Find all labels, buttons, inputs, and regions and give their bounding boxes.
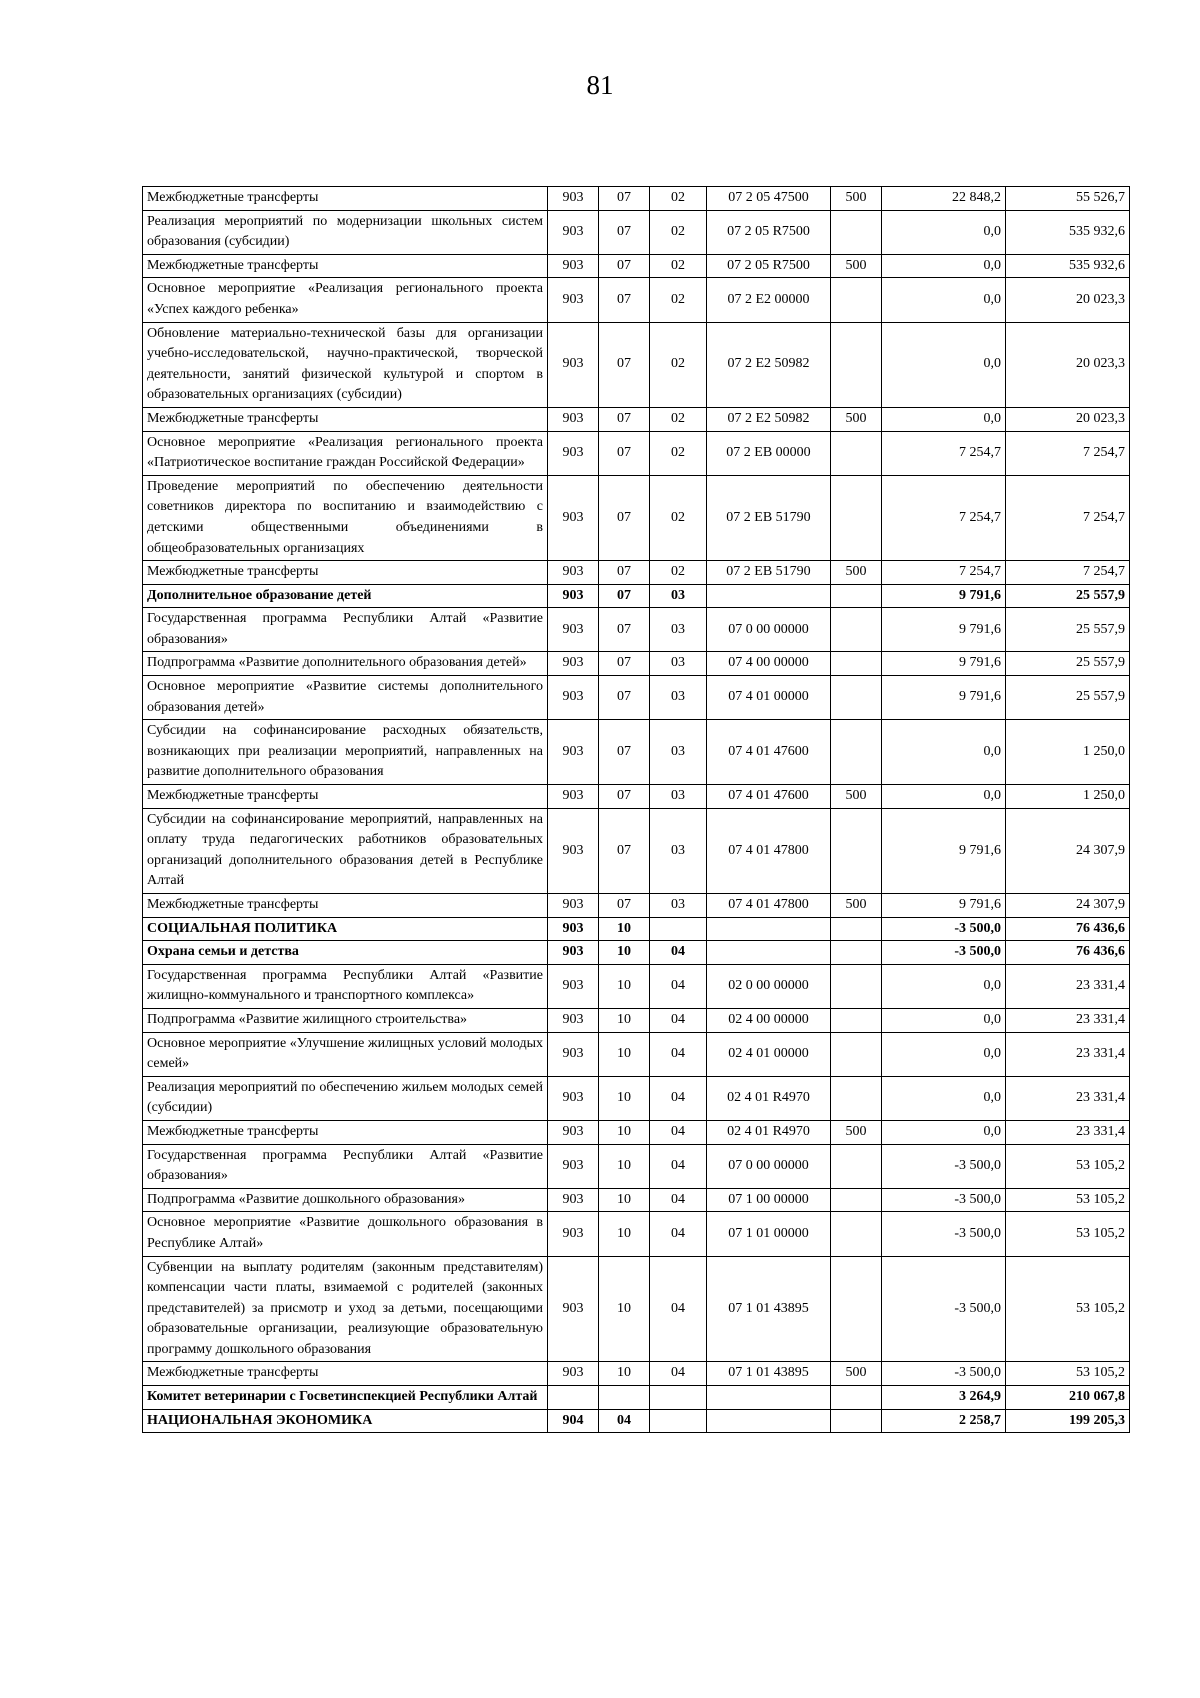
row-admin-code: 903 bbox=[548, 1212, 599, 1256]
row-expense-type bbox=[831, 584, 882, 608]
row-target-article: 07 4 01 47600 bbox=[707, 785, 831, 809]
row-name: Субсидии на софинансирование мероприятий, направленных на оплату труда педагогических работников образовательных организаций дополнительного образования детей в Республике Алтай bbox=[143, 808, 548, 893]
row-target-article: 02 4 01 R4970 bbox=[707, 1076, 831, 1120]
row-admin-code: 903 bbox=[548, 941, 599, 965]
row-amount-1: 7 254,7 bbox=[882, 475, 1006, 560]
row-amount-2: 53 105,2 bbox=[1006, 1256, 1130, 1362]
row-section: 07 bbox=[599, 808, 650, 893]
row-admin-code: 904 bbox=[548, 1409, 599, 1433]
row-name: Подпрограмма «Развитие жилищного строительства» bbox=[143, 1008, 548, 1032]
row-amount-2: 76 436,6 bbox=[1006, 941, 1130, 965]
row-name: Субвенции на выплату родителям (законным представителям) компенсации части платы, взимаемой с родителей (законных представителей) за присмотр и уход за детьми, посещающими образовательные организации, реализующие образовательную программу дошкольного образования bbox=[143, 1256, 548, 1362]
row-admin-code: 903 bbox=[548, 407, 599, 431]
row-target-article: 07 0 00 00000 bbox=[707, 1144, 831, 1188]
row-amount-1: -3 500,0 bbox=[882, 1212, 1006, 1256]
row-target-article: 02 4 01 R4970 bbox=[707, 1120, 831, 1144]
row-section: 07 bbox=[599, 322, 650, 407]
row-subsection: 02 bbox=[650, 278, 707, 322]
row-section: 10 bbox=[599, 1144, 650, 1188]
row-section: 07 bbox=[599, 210, 650, 254]
row-subsection: 04 bbox=[650, 941, 707, 965]
row-amount-1: 0,0 bbox=[882, 1076, 1006, 1120]
table-row bbox=[143, 475, 1130, 560]
row-subsection: 03 bbox=[650, 808, 707, 893]
row-subsection: 04 bbox=[650, 1008, 707, 1032]
row-amount-2: 24 307,9 bbox=[1006, 808, 1130, 893]
table-row bbox=[143, 720, 1130, 785]
row-amount-2: 53 105,2 bbox=[1006, 1212, 1130, 1256]
row-expense-type bbox=[831, 475, 882, 560]
row-admin-code: 903 bbox=[548, 1188, 599, 1212]
row-amount-1: -3 500,0 bbox=[882, 1188, 1006, 1212]
row-admin-code: 903 bbox=[548, 917, 599, 941]
row-subsection: 04 bbox=[650, 1144, 707, 1188]
row-target-article: 07 1 00 00000 bbox=[707, 1188, 831, 1212]
row-expense-type: 500 bbox=[831, 894, 882, 918]
row-expense-type: 500 bbox=[831, 1362, 882, 1386]
row-amount-2: 25 557,9 bbox=[1006, 652, 1130, 676]
row-name: Обновление материально-технической базы для организации учебно-исследовательской, научно-практической, творческой деятельности, занятий физической культурой и спортом в образовательных организациях (субсидии) bbox=[143, 322, 548, 407]
row-target-article: 07 1 01 00000 bbox=[707, 1212, 831, 1256]
table-row bbox=[143, 1032, 1130, 1076]
table-row bbox=[143, 1409, 1130, 1433]
row-section: 10 bbox=[599, 1076, 650, 1120]
row-subsection bbox=[650, 1409, 707, 1433]
row-amount-1: 7 254,7 bbox=[882, 431, 1006, 475]
row-admin-code: 903 bbox=[548, 210, 599, 254]
table-row bbox=[143, 1120, 1130, 1144]
row-expense-type bbox=[831, 1144, 882, 1188]
row-admin-code: 903 bbox=[548, 431, 599, 475]
row-section: 10 bbox=[599, 1362, 650, 1386]
row-expense-type bbox=[831, 1409, 882, 1433]
row-target-article: 02 0 00 00000 bbox=[707, 964, 831, 1008]
row-name: Основное мероприятие «Развитие системы дополнительного образования детей» bbox=[143, 676, 548, 720]
table-row bbox=[143, 785, 1130, 809]
row-name: Основное мероприятие «Улучшение жилищных условий молодых семей» bbox=[143, 1032, 548, 1076]
table-row bbox=[143, 608, 1130, 652]
table-row bbox=[143, 407, 1130, 431]
row-amount-2: 7 254,7 bbox=[1006, 561, 1130, 585]
row-amount-1: 9 791,6 bbox=[882, 652, 1006, 676]
row-subsection: 02 bbox=[650, 475, 707, 560]
row-admin-code: 903 bbox=[548, 894, 599, 918]
row-amount-1: 0,0 bbox=[882, 1120, 1006, 1144]
row-name: Реализация мероприятий по обеспечению жильем молодых семей (субсидии) bbox=[143, 1076, 548, 1120]
row-target-article: 02 4 00 00000 bbox=[707, 1008, 831, 1032]
budget-table bbox=[142, 186, 1130, 1433]
row-amount-2: 20 023,3 bbox=[1006, 322, 1130, 407]
row-section: 10 bbox=[599, 1212, 650, 1256]
row-target-article bbox=[707, 584, 831, 608]
row-section: 10 bbox=[599, 964, 650, 1008]
table-row bbox=[143, 561, 1130, 585]
row-admin-code bbox=[548, 1386, 599, 1410]
row-admin-code: 903 bbox=[548, 322, 599, 407]
row-section: 07 bbox=[599, 652, 650, 676]
row-amount-1: 7 254,7 bbox=[882, 561, 1006, 585]
row-amount-1: 0,0 bbox=[882, 322, 1006, 407]
row-target-article: 07 2 E2 50982 bbox=[707, 407, 831, 431]
table-row bbox=[143, 964, 1130, 1008]
row-admin-code: 903 bbox=[548, 561, 599, 585]
table-row bbox=[143, 917, 1130, 941]
row-amount-1: 9 791,6 bbox=[882, 676, 1006, 720]
table-row bbox=[143, 322, 1130, 407]
row-target-article: 07 4 01 47600 bbox=[707, 720, 831, 785]
row-admin-code: 903 bbox=[548, 1076, 599, 1120]
row-name: Межбюджетные трансферты bbox=[143, 187, 548, 211]
row-expense-type bbox=[831, 720, 882, 785]
row-subsection: 04 bbox=[650, 1188, 707, 1212]
row-amount-2: 23 331,4 bbox=[1006, 1120, 1130, 1144]
row-expense-type bbox=[831, 278, 882, 322]
row-expense-type bbox=[831, 431, 882, 475]
table-row bbox=[143, 1212, 1130, 1256]
row-name: Межбюджетные трансферты bbox=[143, 785, 548, 809]
row-amount-1: 9 791,6 bbox=[882, 894, 1006, 918]
row-amount-2: 20 023,3 bbox=[1006, 278, 1130, 322]
row-section: 07 bbox=[599, 608, 650, 652]
row-amount-1: 0,0 bbox=[882, 964, 1006, 1008]
row-name: Государственная программа Республики Алтай «Развитие образования» bbox=[143, 1144, 548, 1188]
row-name: Проведение мероприятий по обеспечению деятельности советников директора по воспитанию и взаимодействию с детскими общественными объединениями в общеобразовательных организациях bbox=[143, 475, 548, 560]
row-expense-type bbox=[831, 1256, 882, 1362]
row-subsection: 04 bbox=[650, 1032, 707, 1076]
table-row bbox=[143, 1256, 1130, 1362]
row-amount-1: 2 258,7 bbox=[882, 1409, 1006, 1433]
row-admin-code: 903 bbox=[548, 187, 599, 211]
row-expense-type: 500 bbox=[831, 1120, 882, 1144]
row-amount-2: 199 205,3 bbox=[1006, 1409, 1130, 1433]
row-amount-2: 53 105,2 bbox=[1006, 1144, 1130, 1188]
row-admin-code: 903 bbox=[548, 964, 599, 1008]
row-name: Межбюджетные трансферты bbox=[143, 561, 548, 585]
table-row bbox=[143, 584, 1130, 608]
row-admin-code: 903 bbox=[548, 608, 599, 652]
row-expense-type bbox=[831, 608, 882, 652]
row-section: 10 bbox=[599, 941, 650, 965]
table-row bbox=[143, 187, 1130, 211]
row-expense-type bbox=[831, 1386, 882, 1410]
row-admin-code: 903 bbox=[548, 1120, 599, 1144]
row-name: Межбюджетные трансферты bbox=[143, 1362, 548, 1386]
row-name: Субсидии на софинансирование расходных обязательств, возникающих при реализации мероприятий, направленных на развитие дополнительного образования bbox=[143, 720, 548, 785]
row-section: 07 bbox=[599, 407, 650, 431]
row-subsection bbox=[650, 1386, 707, 1410]
row-name: Межбюджетные трансферты bbox=[143, 1120, 548, 1144]
row-admin-code: 903 bbox=[548, 1144, 599, 1188]
row-expense-type: 500 bbox=[831, 254, 882, 278]
row-expense-type: 500 bbox=[831, 561, 882, 585]
row-amount-2: 25 557,9 bbox=[1006, 584, 1130, 608]
table-row bbox=[143, 254, 1130, 278]
row-target-article bbox=[707, 1386, 831, 1410]
row-section: 07 bbox=[599, 278, 650, 322]
row-subsection: 04 bbox=[650, 1212, 707, 1256]
row-amount-2: 23 331,4 bbox=[1006, 964, 1130, 1008]
row-amount-2: 7 254,7 bbox=[1006, 475, 1130, 560]
row-target-article: 07 4 01 00000 bbox=[707, 676, 831, 720]
row-amount-1: 9 791,6 bbox=[882, 584, 1006, 608]
row-amount-2: 1 250,0 bbox=[1006, 785, 1130, 809]
row-target-article: 07 2 EB 00000 bbox=[707, 431, 831, 475]
row-section: 10 bbox=[599, 917, 650, 941]
row-amount-2: 535 932,6 bbox=[1006, 254, 1130, 278]
row-subsection: 02 bbox=[650, 322, 707, 407]
row-target-article: 02 4 01 00000 bbox=[707, 1032, 831, 1076]
row-amount-2: 1 250,0 bbox=[1006, 720, 1130, 785]
row-admin-code: 903 bbox=[548, 1008, 599, 1032]
row-section: 07 bbox=[599, 785, 650, 809]
row-target-article: 07 2 05 R7500 bbox=[707, 254, 831, 278]
row-admin-code: 903 bbox=[548, 808, 599, 893]
row-admin-code: 903 bbox=[548, 785, 599, 809]
row-amount-1: -3 500,0 bbox=[882, 1144, 1006, 1188]
row-name: Комитет ветеринарии с Госветинспекцией Республики Алтай bbox=[143, 1386, 548, 1410]
row-subsection: 04 bbox=[650, 1362, 707, 1386]
row-target-article: 07 2 EB 51790 bbox=[707, 561, 831, 585]
row-amount-1: 0,0 bbox=[882, 1008, 1006, 1032]
row-amount-1: -3 500,0 bbox=[882, 1256, 1006, 1362]
table-row bbox=[143, 1188, 1130, 1212]
row-section: 07 bbox=[599, 720, 650, 785]
row-section: 07 bbox=[599, 254, 650, 278]
row-amount-1: 3 264,9 bbox=[882, 1386, 1006, 1410]
row-expense-type bbox=[831, 1076, 882, 1120]
table-row bbox=[143, 1008, 1130, 1032]
row-target-article: 07 4 01 47800 bbox=[707, 808, 831, 893]
row-section: 07 bbox=[599, 475, 650, 560]
table-row bbox=[143, 1076, 1130, 1120]
row-amount-2: 535 932,6 bbox=[1006, 210, 1130, 254]
row-amount-2: 23 331,4 bbox=[1006, 1032, 1130, 1076]
row-subsection bbox=[650, 917, 707, 941]
row-name: Межбюджетные трансферты bbox=[143, 254, 548, 278]
row-name: Государственная программа Республики Алтай «Развитие образования» bbox=[143, 608, 548, 652]
row-amount-2: 53 105,2 bbox=[1006, 1188, 1130, 1212]
row-expense-type bbox=[831, 917, 882, 941]
row-expense-type bbox=[831, 941, 882, 965]
row-name: Государственная программа Республики Алтай «Развитие жилищно-коммунального и транспортного комплекса» bbox=[143, 964, 548, 1008]
row-amount-1: 0,0 bbox=[882, 210, 1006, 254]
row-amount-1: 9 791,6 bbox=[882, 608, 1006, 652]
row-amount-1: 0,0 bbox=[882, 254, 1006, 278]
table-row bbox=[143, 210, 1130, 254]
row-section: 07 bbox=[599, 676, 650, 720]
row-subsection: 03 bbox=[650, 652, 707, 676]
row-amount-2: 210 067,8 bbox=[1006, 1386, 1130, 1410]
row-name: Подпрограмма «Развитие дополнительного образования детей» bbox=[143, 652, 548, 676]
row-section: 07 bbox=[599, 561, 650, 585]
row-amount-1: 0,0 bbox=[882, 407, 1006, 431]
row-admin-code: 903 bbox=[548, 278, 599, 322]
row-target-article: 07 4 01 47800 bbox=[707, 894, 831, 918]
row-amount-1: 22 848,2 bbox=[882, 187, 1006, 211]
row-subsection: 04 bbox=[650, 1076, 707, 1120]
row-amount-2: 7 254,7 bbox=[1006, 431, 1130, 475]
table-row bbox=[143, 941, 1130, 965]
row-subsection: 02 bbox=[650, 431, 707, 475]
row-section: 10 bbox=[599, 1120, 650, 1144]
row-amount-1: 9 791,6 bbox=[882, 808, 1006, 893]
row-name: Основное мероприятие «Развитие дошкольного образования в Республике Алтай» bbox=[143, 1212, 548, 1256]
row-name: НАЦИОНАЛЬНАЯ ЭКОНОМИКА bbox=[143, 1409, 548, 1433]
row-expense-type: 500 bbox=[831, 187, 882, 211]
row-target-article bbox=[707, 941, 831, 965]
row-section: 07 bbox=[599, 584, 650, 608]
row-expense-type bbox=[831, 322, 882, 407]
row-amount-2: 55 526,7 bbox=[1006, 187, 1130, 211]
row-target-article: 07 0 00 00000 bbox=[707, 608, 831, 652]
row-subsection: 02 bbox=[650, 187, 707, 211]
row-amount-2: 23 331,4 bbox=[1006, 1008, 1130, 1032]
row-expense-type: 500 bbox=[831, 407, 882, 431]
row-amount-2: 24 307,9 bbox=[1006, 894, 1130, 918]
row-section bbox=[599, 1386, 650, 1410]
row-subsection: 02 bbox=[650, 254, 707, 278]
row-target-article bbox=[707, 917, 831, 941]
budget-table-body bbox=[143, 187, 1130, 1433]
row-subsection: 03 bbox=[650, 894, 707, 918]
row-target-article: 07 2 05 R7500 bbox=[707, 210, 831, 254]
row-amount-2: 25 557,9 bbox=[1006, 676, 1130, 720]
row-subsection: 02 bbox=[650, 561, 707, 585]
page-number: 81 bbox=[586, 70, 614, 100]
row-section: 10 bbox=[599, 1256, 650, 1362]
row-target-article: 07 1 01 43895 bbox=[707, 1256, 831, 1362]
table-row bbox=[143, 431, 1130, 475]
row-name: Межбюджетные трансферты bbox=[143, 407, 548, 431]
row-admin-code: 903 bbox=[548, 254, 599, 278]
row-amount-1: 0,0 bbox=[882, 785, 1006, 809]
table-row bbox=[143, 676, 1130, 720]
row-name: Охрана семьи и детства bbox=[143, 941, 548, 965]
row-admin-code: 903 bbox=[548, 720, 599, 785]
row-amount-1: -3 500,0 bbox=[882, 917, 1006, 941]
row-expense-type bbox=[831, 1188, 882, 1212]
row-expense-type bbox=[831, 964, 882, 1008]
row-expense-type bbox=[831, 1008, 882, 1032]
table-row bbox=[143, 1386, 1130, 1410]
row-amount-1: 0,0 bbox=[882, 1032, 1006, 1076]
row-section: 04 bbox=[599, 1409, 650, 1433]
row-subsection: 04 bbox=[650, 964, 707, 1008]
row-name: Дополнительное образование детей bbox=[143, 584, 548, 608]
row-name: СОЦИАЛЬНАЯ ПОЛИТИКА bbox=[143, 917, 548, 941]
table-row bbox=[143, 278, 1130, 322]
row-expense-type bbox=[831, 652, 882, 676]
row-section: 07 bbox=[599, 431, 650, 475]
table-row bbox=[143, 1144, 1130, 1188]
row-expense-type bbox=[831, 210, 882, 254]
row-expense-type bbox=[831, 1032, 882, 1076]
row-target-article: 07 2 E2 00000 bbox=[707, 278, 831, 322]
row-name: Основное мероприятие «Реализация регионального проекта «Успех каждого ребенка» bbox=[143, 278, 548, 322]
row-section: 07 bbox=[599, 894, 650, 918]
row-amount-2: 76 436,6 bbox=[1006, 917, 1130, 941]
row-name: Подпрограмма «Развитие дошкольного образования» bbox=[143, 1188, 548, 1212]
row-subsection: 03 bbox=[650, 584, 707, 608]
row-subsection: 04 bbox=[650, 1256, 707, 1362]
row-admin-code: 903 bbox=[548, 1362, 599, 1386]
row-admin-code: 903 bbox=[548, 1032, 599, 1076]
row-amount-2: 20 023,3 bbox=[1006, 407, 1130, 431]
row-amount-1: 0,0 bbox=[882, 278, 1006, 322]
row-admin-code: 903 bbox=[548, 1256, 599, 1362]
row-subsection: 03 bbox=[650, 608, 707, 652]
row-expense-type bbox=[831, 1212, 882, 1256]
row-target-article: 07 4 00 00000 bbox=[707, 652, 831, 676]
row-name: Межбюджетные трансферты bbox=[143, 894, 548, 918]
row-section: 10 bbox=[599, 1032, 650, 1076]
row-target-article: 07 2 05 47500 bbox=[707, 187, 831, 211]
row-expense-type bbox=[831, 808, 882, 893]
row-subsection: 03 bbox=[650, 676, 707, 720]
row-subsection: 03 bbox=[650, 785, 707, 809]
row-subsection: 04 bbox=[650, 1120, 707, 1144]
row-amount-1: -3 500,0 bbox=[882, 941, 1006, 965]
row-subsection: 02 bbox=[650, 210, 707, 254]
row-subsection: 03 bbox=[650, 720, 707, 785]
row-amount-2: 25 557,9 bbox=[1006, 608, 1130, 652]
row-admin-code: 903 bbox=[548, 475, 599, 560]
row-target-article bbox=[707, 1409, 831, 1433]
row-name: Основное мероприятие «Реализация регионального проекта «Патриотическое воспитание граждан Российской Федерации» bbox=[143, 431, 548, 475]
row-target-article: 07 1 01 43895 bbox=[707, 1362, 831, 1386]
row-subsection: 02 bbox=[650, 407, 707, 431]
row-section: 10 bbox=[599, 1188, 650, 1212]
table-row bbox=[143, 1362, 1130, 1386]
row-target-article: 07 2 EB 51790 bbox=[707, 475, 831, 560]
row-target-article: 07 2 E2 50982 bbox=[707, 322, 831, 407]
table-row bbox=[143, 652, 1130, 676]
row-amount-1: 0,0 bbox=[882, 720, 1006, 785]
row-amount-1: -3 500,0 bbox=[882, 1362, 1006, 1386]
row-amount-2: 23 331,4 bbox=[1006, 1076, 1130, 1120]
row-admin-code: 903 bbox=[548, 676, 599, 720]
row-admin-code: 903 bbox=[548, 652, 599, 676]
row-name: Реализация мероприятий по модернизации школьных систем образования (субсидии) bbox=[143, 210, 548, 254]
row-expense-type: 500 bbox=[831, 785, 882, 809]
table-row bbox=[143, 808, 1130, 893]
row-section: 10 bbox=[599, 1008, 650, 1032]
row-expense-type bbox=[831, 676, 882, 720]
table-row bbox=[143, 894, 1130, 918]
row-admin-code: 903 bbox=[548, 584, 599, 608]
row-amount-2: 53 105,2 bbox=[1006, 1362, 1130, 1386]
row-section: 07 bbox=[599, 187, 650, 211]
